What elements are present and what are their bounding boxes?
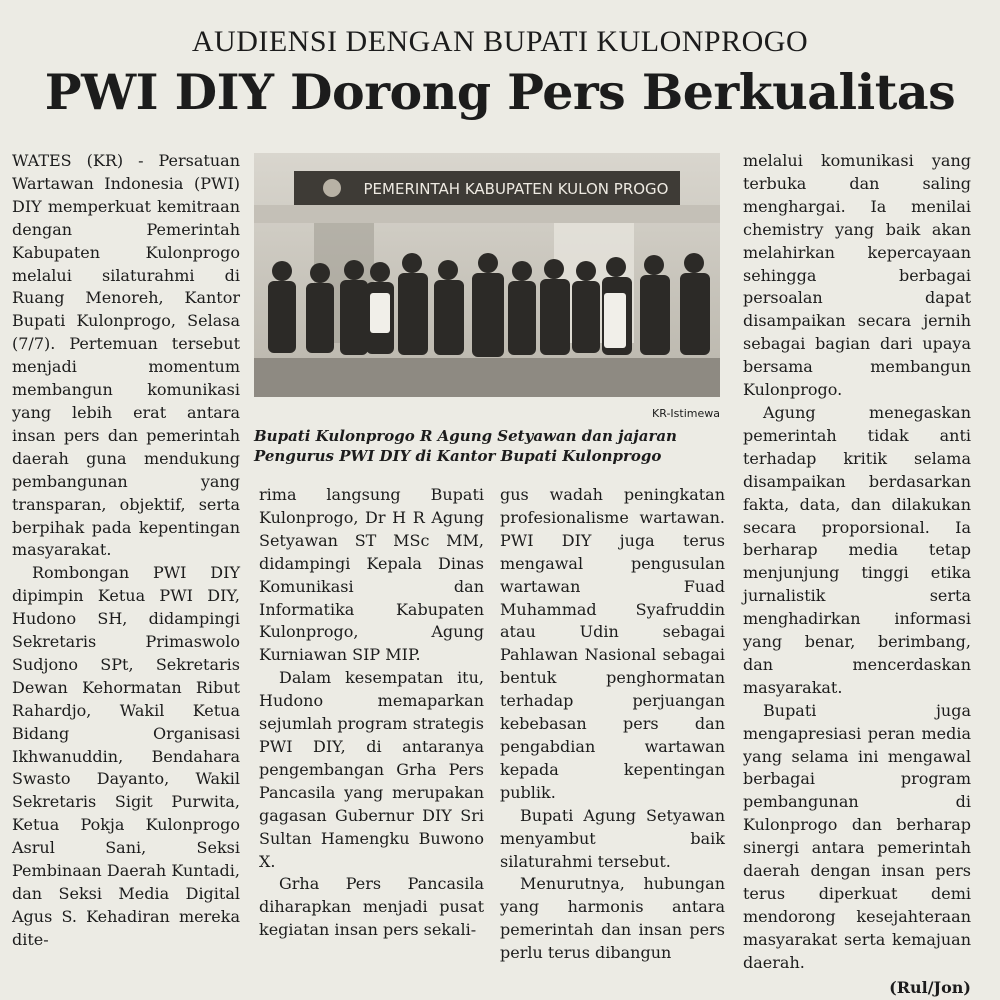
- group-photo-image: [254, 153, 720, 397]
- article-kicker: AUDIENSI DENGAN BUPATI KULONPROGO: [191, 25, 809, 58]
- column-2-paragraph-3: Grha Pers Pancasila diharapkan menjadi pusat kegiatan insan pers sekali-: [259, 874, 484, 940]
- photo-caption: [254, 426, 720, 466]
- article-column-2: [259, 484, 484, 942]
- column-1-paragraph-1: WATES (KR) - Persatuan Wartawan Indonesia (PWI) DIY memperkuat kemitraan dengan Pemerintah Kabupaten Kulonprogo melalui silaturahmi di Ruang Menoreh, Kantor Bupati Kulonprogo, Selasa (7/7). Pertemuan tersebut menjadi momentum membangun komunikasi yang lebih erat antara insan pers dan pemerintah daerah guna mendukung pembangunan yang transparan, objektif, serta berpihak pada kepentingan masyarakat.: [12, 151, 240, 560]
- article-headline: PWI DIY Dorong Pers Berkualitas: [44, 63, 956, 121]
- caption-line-2: Pengurus PWI DIY di Kantor Bupati Kulonprogo: [254, 447, 662, 465]
- column-3-paragraph-3: Menurutnya, hubungan yang harmonis antara pemerintah dan insan pers perlu terus dibangun: [500, 874, 725, 963]
- article-column-4: [743, 150, 971, 1000]
- article-photo: [254, 153, 720, 397]
- column-3-paragraph-2: Bupati Agung Setyawan menyambut baik silaturahmi tersebut.: [500, 805, 725, 871]
- column-4-paragraph-3: Bupati juga mengapresiasi peran media yang selama ini mengawal berbagai program pembangunan di Kulonprogo dan berharap sinergi antara pemerintah daerah dengan insan pers terus diperkuat demi mendorong kesejahteraan masyarakat serta kemajuan daerah.: [743, 700, 971, 972]
- photo-credit: KR-Istimewa: [652, 407, 720, 420]
- column-3-paragraph-1: gus wadah peningkatan profesionalisme wartawan. PWI DIY juga terus mengawal pengusulan wartawan Fuad Muhammad Syafruddin atau Udin sebagai Pahlawan Nasional sebagai bentuk penghormatan terhadap perjuangan kebebasan pers dan pengabdian wartawan kepada kepentingan publik.: [500, 485, 725, 802]
- article-column-1: [12, 150, 240, 952]
- column-2-paragraph-1: rima langsung Bupati Kulonprogo, Dr H R Agung Setyawan ST MSc MM, didampingi Kepala Dinas Komunikasi dan Informatika Kabupaten Kulonprogo, Agung Kurniawan SIP MIP.: [259, 485, 484, 665]
- column-4-paragraph-1: melalui komunikasi yang terbuka dan saling menghargai. Ia menilai chemistry yang baik akan melahirkan kepercayaan sehingga berbagai persoalan dapat disampaikan secara jernih sebagai bagian dari upaya bersama membangun Kulonprogo.: [743, 151, 971, 400]
- column-2-paragraph-2: Dalam kesempatan itu, Hudono memaparkan sejumlah program strategis PWI DIY, di antaranya pengembangan Grha Pers Pancasila yang merupakan gagasan Gubernur DIY Sri Sultan Hamengku Buwono X.: [259, 668, 484, 871]
- sign-text: PEMERINTAH KABUPATEN KULON PROGO: [363, 180, 669, 198]
- author-signature: (Rul/Jon): [889, 977, 971, 997]
- caption-line-1: Bupati Kulonprogo R Agung Setyawan dan jajaran: [254, 427, 677, 445]
- article-column-3: [500, 484, 725, 965]
- column-4-paragraph-2: Agung menegaskan pemerintah tidak anti terhadap kritik selama disampaikan berdasarkan fakta, data, dan dilakukan secara proporsional. Ia berharap media tetap menjunjung tinggi etika jurnalistik serta menghadirkan informasi yang benar, berimbang, dan mencerdaskan masyarakat.: [743, 402, 971, 697]
- column-1-paragraph-2: Rombongan PWI DIY dipimpin Ketua PWI DIY, Hudono SH, didampingi Sekretaris Primaswolo Sudjono SPt, Sekretaris Dewan Kehormatan Ribut Rahardjo, Wakil Ketua Bidang Organisasi Ikhwanuddin, Bendahara Swasto Dayanto, Wakil Sekretaris Sigit Purwita, Ketua Pokja Kulonprogo Asrul Sani, Seksi Pembinaan Daerah Kuntadi, dan Seksi Media Digital Agus S. Kehadiran mereka dite-: [12, 563, 240, 949]
